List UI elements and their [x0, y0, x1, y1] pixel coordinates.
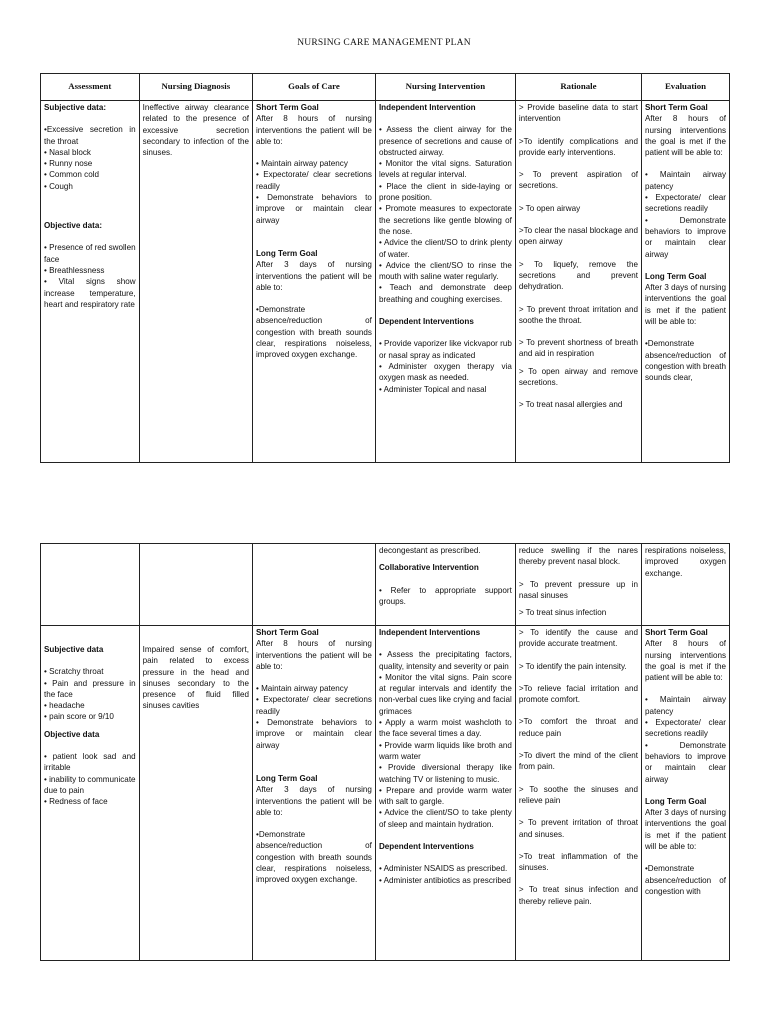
- dependent-interventions-label: Dependent Interventions: [378, 317, 474, 327]
- long-term-goal-label: Long Term Goal: [644, 796, 707, 806]
- rationale-cell: [515, 101, 641, 463]
- intervention-cell: [375, 101, 515, 463]
- list-item: • Cough: [44, 181, 73, 191]
- intervention-cell: [375, 544, 515, 626]
- list-item: > To prevent throat irritation and soothe the throat.: [518, 304, 638, 325]
- list-item: > To soothe the sinuses and relieve pain: [518, 784, 638, 805]
- table-row: [41, 544, 730, 626]
- short-term-goal-label: Short Term Goal: [255, 628, 319, 637]
- objective-data-label: Objective data:: [44, 221, 103, 231]
- long-term-goal-text: After 3 days of nursing interventions the goal is met if the patient will be able to:: [644, 808, 726, 852]
- list-item: • Monitor the vital signs. Pain score at regular intervals and identify the non-verbal cues like crying and facial grimaces: [378, 672, 512, 716]
- list-item: • Place the client in side-laying or prone position.: [378, 181, 512, 203]
- list-item: > To treat sinus infection and thereby relieve pain.: [518, 885, 638, 906]
- list-item: • inability to communicate due to pain: [44, 774, 136, 795]
- header-nursing-diagnosis: Nursing Diagnosis: [139, 74, 252, 101]
- table-row: [41, 101, 730, 463]
- list-item: • Administer antibiotics as prescribed: [378, 875, 511, 885]
- list-item: •Excessive secretion in the throat: [44, 125, 136, 146]
- list-item: >To comfort the throat and reduce pain: [518, 717, 638, 738]
- list-item: •Demonstrate absence/reduction of congestion with breath sounds clear,: [644, 339, 726, 383]
- list-item: • Assess the client airway for the presence of secretions and cause of obstructed airway.: [378, 125, 512, 157]
- list-item: • Teach and demonstrate deep breathing and coughing exercises.: [378, 283, 512, 304]
- assessment-cell: [41, 544, 140, 626]
- list-item: > Provide baseline data to start intervention: [518, 103, 638, 124]
- goals-cell: [252, 626, 375, 961]
- list-item: • Nasal block: [44, 147, 91, 157]
- list-item: > To prevent irritation of throat and sinuses.: [518, 818, 638, 839]
- short-term-goal-label: Short Term Goal: [644, 103, 708, 112]
- table-header-row: [41, 74, 730, 101]
- list-item: • Administer Topical and nasal: [378, 384, 487, 394]
- long-term-goal-text: After 3 days of nursing interventions the patient will be able to:: [255, 785, 372, 817]
- list-item: • Provide diversional therapy like watching TV or listening to music.: [378, 763, 512, 784]
- list-item: • Provide warm liquids like broth and warm water: [378, 740, 512, 761]
- list-item: decongestant as prescribed.: [378, 546, 481, 555]
- list-item: • Maintain airway patency: [644, 695, 726, 716]
- list-item: > To liquefy, remove the secretions and prevent dehydration.: [518, 259, 638, 292]
- list-item: > To open airway: [518, 203, 581, 213]
- list-item: • Demonstrate behaviors to improve or maintain clear airway: [644, 740, 726, 784]
- list-item: •Demonstrate absence/reduction of congestion with breath sounds clear, respirations noiseless, improved oxygen exchange.: [255, 305, 372, 360]
- list-item: • Provide vaporizer like vickvapor rub or nasal spray as indicated: [378, 339, 512, 360]
- list-item: >To relieve facial irritation and promote comfort.: [518, 683, 638, 705]
- list-item: • Prepare and provide warm water with salt to gargle.: [378, 785, 512, 807]
- short-term-goal-text: After 8 hours of nursing interventions the patient will be able to:: [255, 114, 372, 146]
- list-item: • Expectorate/ clear secretions readily: [644, 193, 726, 214]
- assessment-cell: [41, 101, 140, 463]
- list-item: > To identify the cause and provide accurate treatment.: [518, 628, 638, 649]
- diagnosis-cell: [139, 626, 252, 961]
- list-item: >To treat inflammation of the sinuses.: [518, 851, 638, 873]
- list-item: >To identify complications and provide early interventions.: [518, 136, 638, 157]
- page-title: NURSING CARE MANAGEMENT PLAN: [297, 38, 471, 48]
- list-item: • Refer to appropriate support groups.: [378, 585, 512, 606]
- independent-intervention-label: Independent Intervention: [378, 103, 476, 112]
- long-term-goal-label: Long Term Goal: [644, 271, 707, 281]
- diagnosis-cell: [139, 101, 252, 463]
- long-term-goal-text: After 3 days of nursing interventions the patient will be able to:: [255, 260, 372, 292]
- evaluation-cell: [641, 626, 729, 961]
- list-item: >To clear the nasal blockage and open airway: [518, 226, 638, 247]
- intervention-cell: [375, 626, 515, 961]
- short-term-goal-text: After 8 hours of nursing interventions the goal is met if the patient will be able to:: [644, 639, 726, 683]
- list-item: • Expectorate/ clear secretions readily: [255, 695, 372, 716]
- list-item: • Scratchy throat: [44, 667, 104, 677]
- list-item: • Assess the precipitating factors, quality, intensity and severity or pain: [378, 650, 512, 671]
- list-item: • Maintain airway patency: [255, 684, 348, 694]
- list-item: • Runny nose: [44, 159, 93, 169]
- list-item: • Maintain airway patency: [255, 159, 348, 169]
- list-item: • patient look sad and irritable: [44, 752, 136, 773]
- header-assessment: Assessment: [41, 74, 140, 101]
- list-item: respirations noiseless, improved oxygen exchange.: [644, 546, 726, 578]
- list-item: > To prevent aspiration of secretions.: [518, 170, 638, 191]
- list-item: • Advice the client/SO to rinse the mouth with saline water regularly.: [378, 260, 512, 282]
- list-item: • Expectorate/ clear secretions readily: [255, 170, 372, 191]
- nursing-diagnosis-text: Ineffective airway clearance related to the presence of excessive secretion secondary to infection of the sinuses.: [142, 103, 249, 158]
- list-item: •Demonstrate absence/reduction of congestion with: [644, 864, 726, 896]
- list-item: > To prevent shortness of breath and aid in respiration: [518, 338, 638, 359]
- rationale-cell: [515, 626, 641, 961]
- list-item: > To identify the pain intensity.: [518, 661, 627, 671]
- list-item: • Monitor the vital signs. Saturation levels at regular interval.: [378, 159, 512, 180]
- diagnosis-cell: [139, 544, 252, 626]
- list-item: • Apply a warm moist washcloth to the face several times a day.: [378, 718, 512, 739]
- header-goals-of-care: Goals of Care: [252, 74, 375, 101]
- list-item: • Pain and pressure in the face: [44, 678, 136, 699]
- list-item: • Advice the client/SO to take plenty of sleep and maintain hydration.: [378, 808, 512, 829]
- list-item: • Advice the client/SO to drink plenty of water.: [378, 238, 512, 259]
- list-item: > To open airway and remove secretions.: [518, 366, 638, 388]
- header-evaluation: Evaluation: [641, 74, 729, 101]
- list-item: • Demonstrate behaviors to improve or maintain clear airway: [255, 718, 372, 750]
- list-item: • Administer NSAIDS as prescribed.: [378, 864, 508, 874]
- list-item: • Administer oxygen therapy via oxygen mask as needed.: [378, 361, 512, 383]
- care-plan-table-1: [40, 73, 730, 463]
- short-term-goal-text: After 8 hours of nursing interventions the patient will be able to:: [255, 639, 372, 671]
- list-item: • Redness of face: [44, 797, 108, 807]
- list-item: reduce swelling if the nares thereby prevent nasal block.: [518, 546, 638, 567]
- list-item: • Promote measures to expectorate the secretions like gentle blowing of the nose.: [378, 204, 512, 236]
- list-item: • Common cold: [44, 170, 100, 180]
- rationale-cell: [515, 544, 641, 626]
- nursing-diagnosis-text: Impaired sense of comfort, pain related to excess pressure in the head and sinuses secondary to the presence of fluid filled sinuses cavities: [142, 645, 249, 711]
- independent-interventions-label: Independent Interventions: [378, 628, 481, 637]
- header-rationale: Rationale: [515, 74, 641, 101]
- goals-cell: [252, 101, 375, 463]
- evaluation-cell: [641, 544, 729, 626]
- short-term-goal-text: After 8 hours of nursing interventions the goal is met if the patient will be able to:: [644, 114, 726, 158]
- list-item: • Demonstrate behaviors to improve or maintain clear airway: [644, 215, 726, 259]
- list-item: > To treat nasal allergies and: [518, 400, 623, 410]
- list-item: •Demonstrate absence/reduction of congestion with breath sounds clear, respirations noiseless, improved oxygen exchange.: [255, 830, 372, 885]
- list-item: • Expectorate/ clear secretions readily: [644, 718, 726, 739]
- list-item: • Maintain airway patency: [644, 170, 726, 191]
- table-row: [41, 626, 730, 961]
- list-item: > To treat sinus infection: [518, 608, 607, 618]
- list-item: • headache: [44, 701, 85, 711]
- evaluation-cell: [641, 101, 729, 463]
- long-term-goal-label: Long Term Goal: [255, 248, 318, 258]
- short-term-goal-label: Short Term Goal: [644, 628, 708, 637]
- dependent-interventions-label: Dependent Interventions: [378, 842, 474, 852]
- goals-cell: [252, 544, 375, 626]
- short-term-goal-label: Short Term Goal: [255, 103, 319, 112]
- list-item: • Breathlessness: [44, 265, 105, 275]
- long-term-goal-text: After 3 days of nursing interventions the goal is met if the patient will be able to:: [644, 283, 726, 327]
- assessment-cell: [41, 626, 140, 961]
- objective-data-label: Objective data: [44, 729, 100, 739]
- long-term-goal-label: Long Term Goal: [255, 773, 318, 783]
- subjective-data-label: Subjective data:: [44, 103, 107, 112]
- list-item: • Vital signs show increase temperature, heart and respiratory rate: [44, 277, 136, 309]
- subjective-data-label: Subjective data: [44, 645, 104, 654]
- collaborative-intervention-label: Collaborative Intervention: [378, 563, 479, 573]
- list-item: >To divert the mind of the client from pain.: [518, 751, 638, 772]
- list-item: • pain score or 9/10: [44, 712, 114, 722]
- list-item: • Presence of red swollen face: [44, 243, 136, 264]
- list-item: > To prevent pressure up in nasal sinuses: [518, 579, 638, 600]
- header-nursing-intervention: Nursing Intervention: [375, 74, 515, 101]
- care-plan-table-2: [40, 543, 730, 961]
- list-item: • Demonstrate behaviors to improve or maintain clear airway: [255, 193, 372, 225]
